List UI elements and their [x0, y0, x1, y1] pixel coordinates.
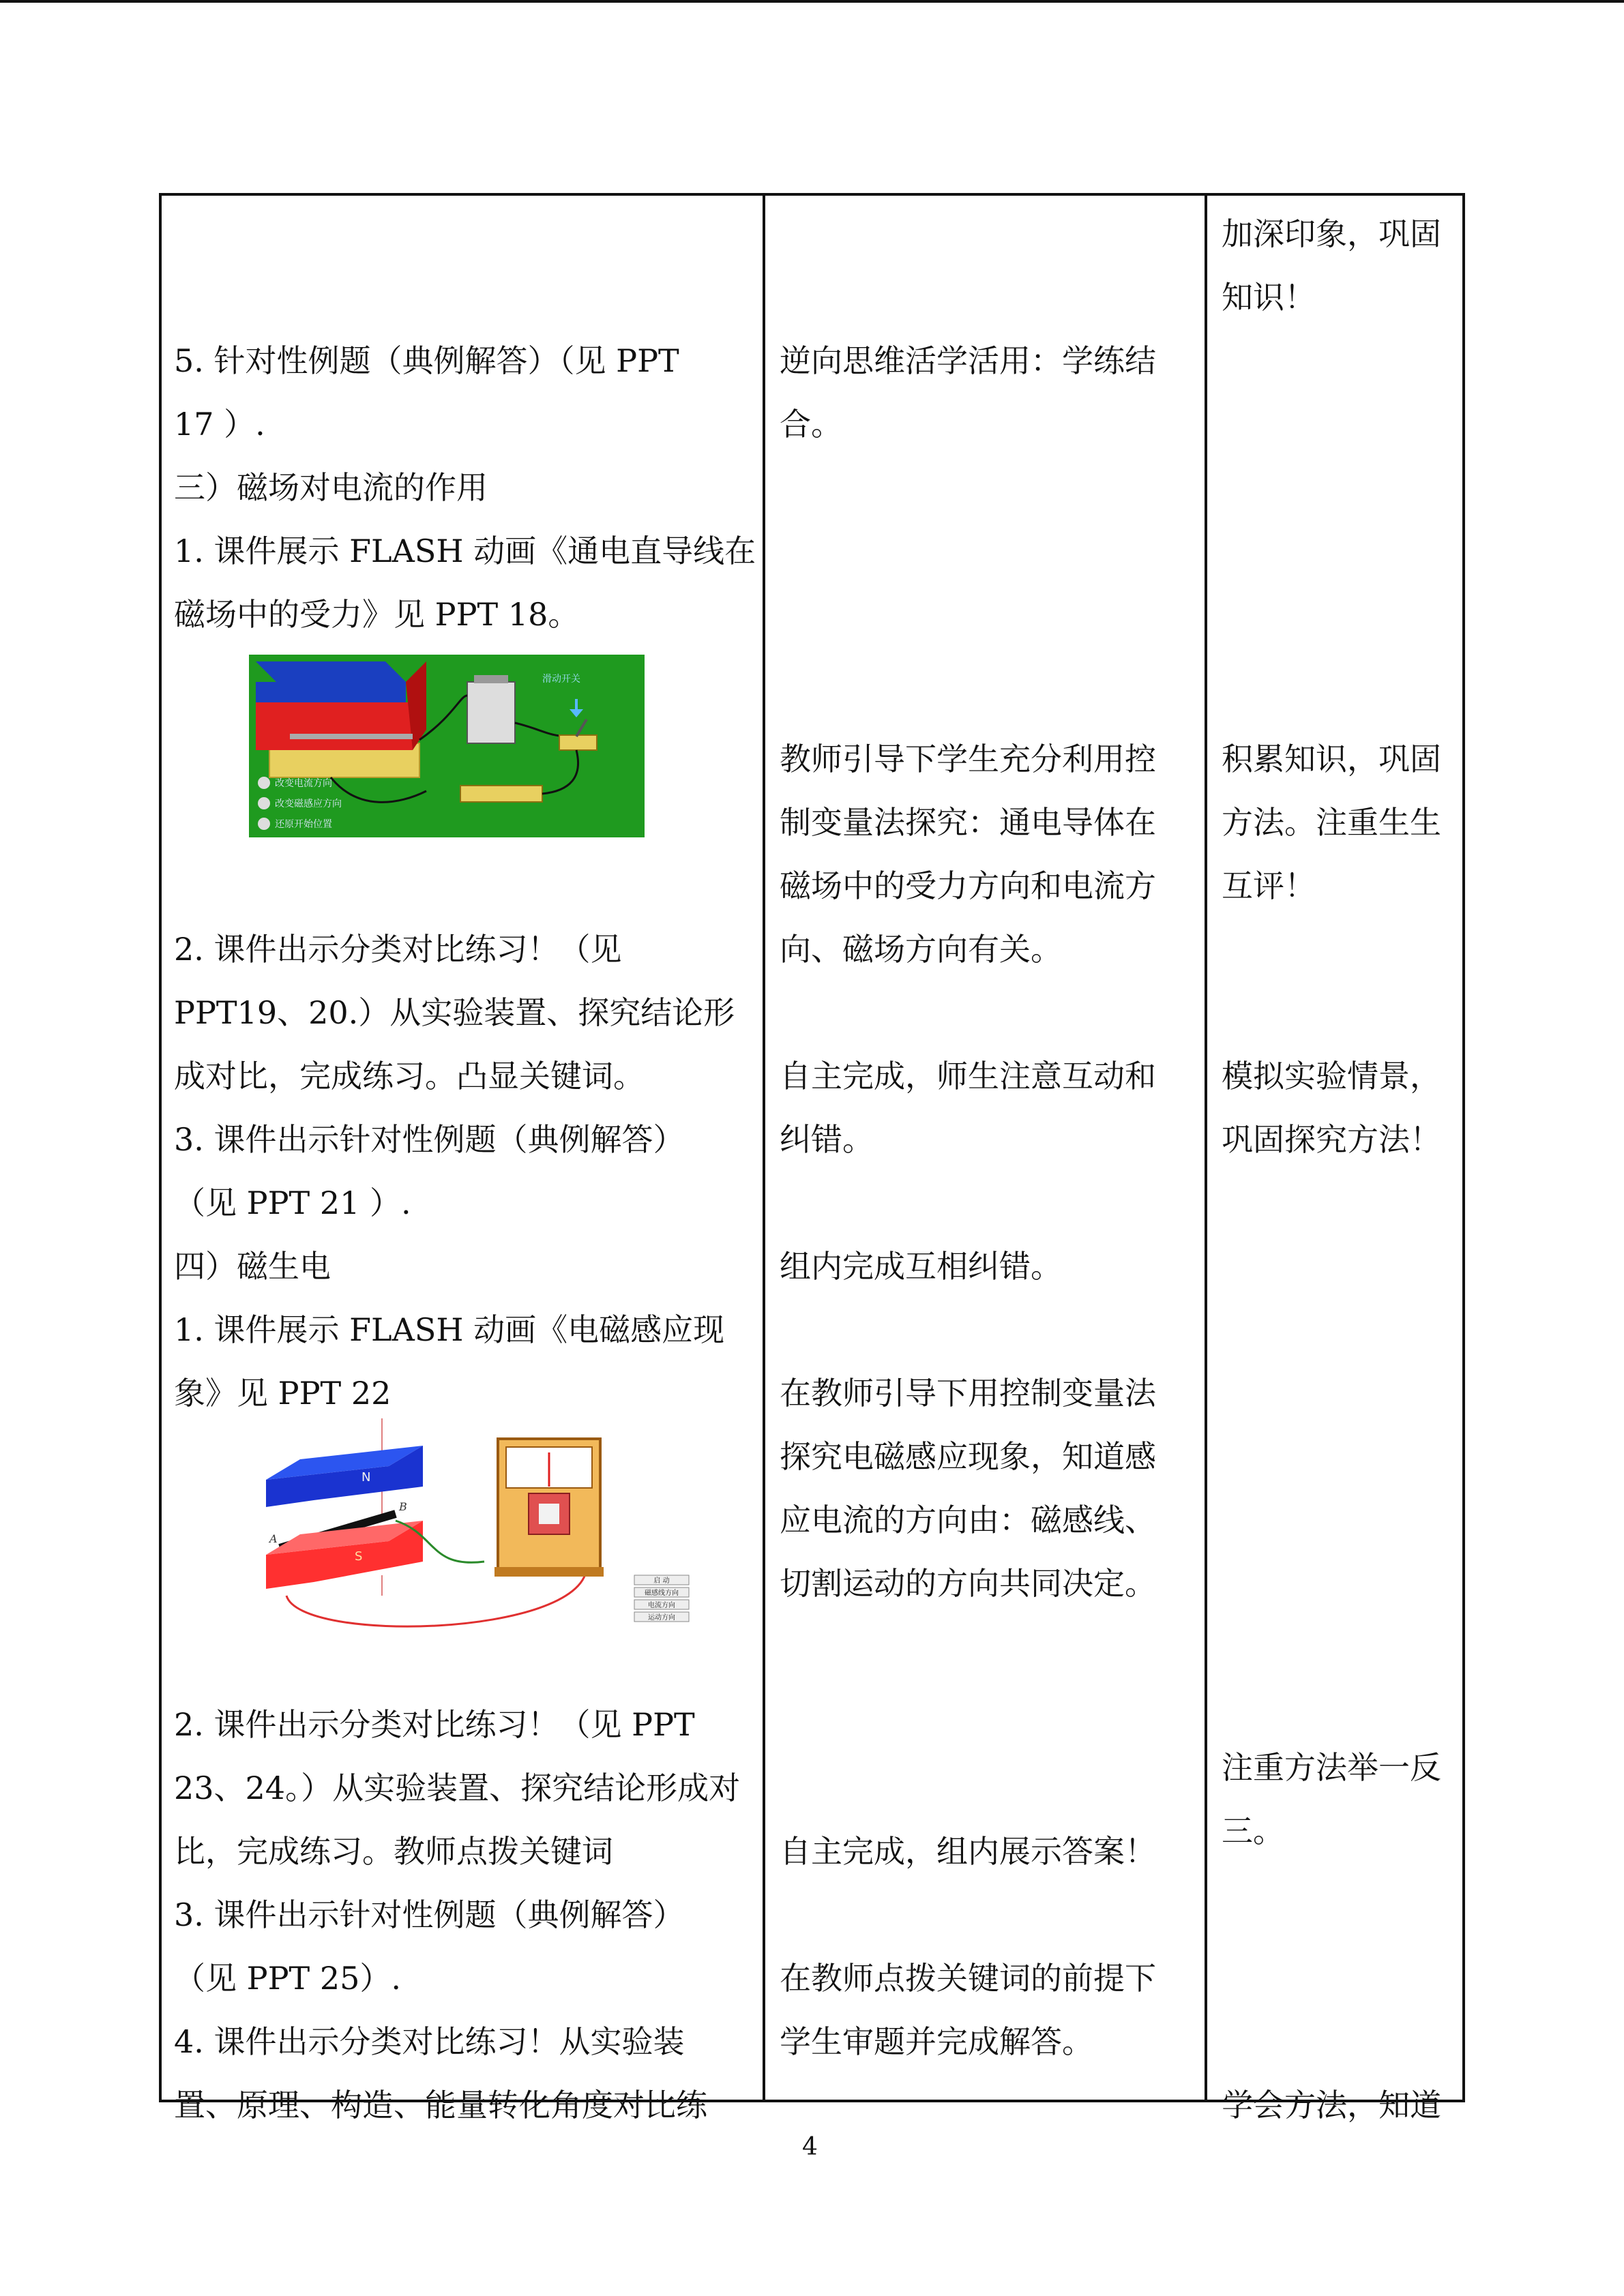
- start-button[interactable]: 启 动: [653, 1577, 670, 1585]
- conductor-end-a: A: [269, 1532, 278, 1545]
- column-design-intent: [1222, 193, 1457, 2123]
- section-heading: 三）磁场对电流的作用: [174, 469, 488, 506]
- text-line: 1. 课件展示 FLASH 动画《电磁感应现: [174, 1311, 725, 1348]
- text-line: 磁场中的受力方向和电流方: [780, 867, 1156, 904]
- option-label[interactable]: 还原开始位置: [275, 819, 332, 830]
- column-divider-1: [763, 193, 765, 2102]
- text-line: 成对比，完成练习。凸显关键词。: [174, 1058, 645, 1094]
- text-line: 在教师引导下用控制变量法: [780, 1375, 1156, 1412]
- page-number: 4: [802, 2133, 818, 2161]
- text-line: PPT19、20.）从实验装置、探究结论形: [174, 994, 735, 1031]
- switch-label: 滑动开关: [542, 674, 580, 685]
- text-line: 4. 课件出示分类对比练习！从实验装: [174, 2023, 685, 2060]
- text-line: 教师引导下学生充分利用控: [780, 741, 1156, 777]
- text-line: 知识！: [1222, 279, 1316, 316]
- text-line: 比，完成练习。教师点拨关键词: [174, 1833, 613, 1870]
- page-top-border: [0, 0, 1624, 3]
- text-line: 3. 课件出示针对性例题（典例解答）: [174, 1121, 685, 1158]
- text-line: 2. 课件出示分类对比练习！（见 PPT: [174, 1706, 695, 1743]
- column-teaching-content: [174, 193, 756, 2123]
- column-student-activity: [780, 193, 1196, 2102]
- text-line: 3. 课件出示针对性例题（典例解答）: [174, 1896, 685, 1933]
- text-line: 巩固探究方法！: [1222, 1121, 1441, 1158]
- text-line: 逆向思维活学活用：学练结: [780, 342, 1156, 379]
- text-line: 互评！: [1222, 867, 1316, 904]
- text-line: 学生审题并完成解答。: [780, 2023, 1093, 2060]
- text-line: 在教师点拨关键词的前提下: [780, 1960, 1156, 1997]
- pole-s-label: S: [355, 1549, 363, 1564]
- option-label[interactable]: 改变磁感应方向: [275, 799, 342, 809]
- text-line: 自主完成，组内展示答案！: [780, 1833, 1156, 1870]
- text-line: 自主完成，师生注意互动和: [780, 1058, 1156, 1094]
- pole-n-label: N: [361, 1470, 371, 1485]
- figure-wire-in-magnetic-field-drawing: [249, 655, 645, 837]
- text-line: 模拟实验情景，: [1222, 1058, 1441, 1094]
- text-line: 应电流的方向由：磁感线、: [780, 1502, 1156, 1538]
- figure-wire-in-magnetic-field: [249, 655, 645, 837]
- text-line: 注重方法举一反: [1222, 1749, 1441, 1786]
- text-line: （见 PPT 25）.: [174, 1960, 401, 1997]
- text-line: 切割运动的方向共同决定。: [780, 1565, 1156, 1602]
- text-line: 纠错。: [780, 1121, 874, 1158]
- text-line: 探究电磁感应现象，知道感: [780, 1438, 1156, 1475]
- text-line: 三。: [1222, 1813, 1284, 1849]
- text-line: 积累知识，巩固: [1222, 741, 1441, 777]
- text-line: 象》见 PPT 22: [174, 1375, 392, 1412]
- option-label[interactable]: 改变电流方向: [275, 778, 332, 789]
- text-line: （见 PPT 21 ）.: [174, 1184, 411, 1221]
- text-line: 17 ）.: [174, 406, 265, 443]
- text-line: 2. 课件出示分类对比练习！（见: [174, 931, 622, 968]
- figure-electromagnetic-induction-drawing: [259, 1418, 696, 1637]
- section-heading: 四）磁生电: [174, 1248, 331, 1285]
- text-line: 1. 课件展示 FLASH 动画《通电直导线在: [174, 533, 756, 569]
- text-line: 向、磁场方向有关。: [780, 931, 1062, 968]
- text-line: 23、24。）从实验装置、探究结论形成对: [174, 1770, 741, 1806]
- text-line: 合。: [780, 406, 842, 443]
- text-line: 制变量法探究：通电导体在: [780, 804, 1156, 841]
- current-direction-button[interactable]: 电流方向: [648, 1602, 675, 1609]
- figure-electromagnetic-induction: [259, 1418, 696, 1637]
- text-line: 加深印象，巩固: [1222, 215, 1441, 252]
- text-line: 5. 针对性例题（典例解答）（见 PPT: [174, 342, 679, 379]
- column-divider-2: [1205, 193, 1207, 2102]
- motion-direction-button[interactable]: 运动方向: [648, 1614, 675, 1622]
- text-line: 学会方法，知道: [1222, 2087, 1441, 2123]
- text-line: 磁场中的受力》见 PPT 18。: [174, 596, 580, 633]
- field-direction-button[interactable]: 磁感线方向: [645, 1590, 679, 1597]
- text-line: 置、原理、构造、能量转化角度对比练: [174, 2087, 707, 2123]
- text-line: 组内完成互相纠错。: [780, 1248, 1062, 1285]
- text-line: 方法。注重生生: [1222, 804, 1441, 841]
- conductor-end-b: B: [399, 1500, 407, 1513]
